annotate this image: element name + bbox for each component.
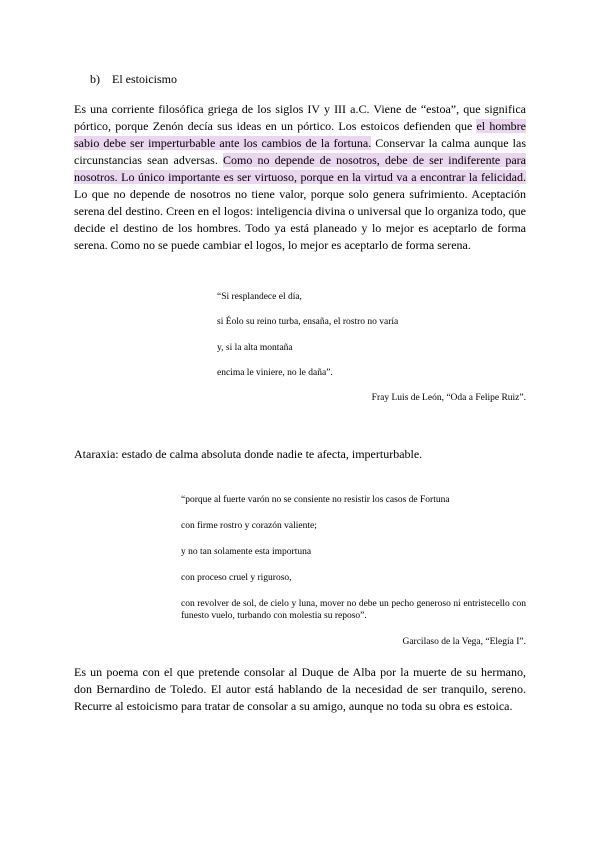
section-heading (90, 72, 177, 87)
poem-line: encima le viniere, no le daña”. (217, 368, 333, 378)
poem-line: y no tan solamente esta importuna (181, 547, 312, 557)
intro-paragraph (74, 101, 526, 254)
closing-paragraph: Es un poema con el que pretende consolar al Duque de Alba por la muerte de su hermano, don Bernardino de Toledo. El autor está hablando de la necesidad de ser tranquilo, sereno. Recurre al estoicismo para tratar de consolar a su amigo, aunque no toda su obra es estoica. (74, 665, 526, 713)
paragraph-text: Lo que no depende de nosotros no tiene valor, porque solo genera sufrimiento. Aceptación serena del destino. Creen en el logos: inteligencia divina o universal que lo organiza todo, que decide el destino de los hombres. Todo ya está planeado y lo mejor es aceptarlo de forma serena. Como no se puede cambiar el logos, lo mejor es aceptarlo de forma serena. (74, 187, 526, 252)
poem-attribution: Fray Luis de León, “Oda a Felipe Ruiz”. (371, 393, 526, 403)
highlighted-text: Como no depende de nosotros, debe de ser indiferente para nosotros. Lo único importante es ser virtuoso, porque en la virtud va a encontrar la felicidad. (74, 153, 527, 184)
paragraph-text: Conservar la calma aunque las circunstancias sean adversas. (74, 136, 526, 167)
poem-line: “porque al fuerte varón no se consiente no resistir los casos de Fortuna (181, 495, 450, 505)
poem-line: “Si resplandece el día, (217, 292, 302, 302)
ataraxia-definition: Ataraxia: estado de calma absoluta donde nadie te afecta, imperturbable. (74, 447, 423, 461)
poem-line: con firme rostro y corazón valiente; (181, 521, 317, 531)
poem-line: y, si la alta montaña (217, 343, 293, 353)
poem-line: con revolver de sol, de cielo y luna, mover no debe un pecho generoso ni entristecello con funesto vuelo, turbando con molestia su reposo”. (181, 599, 526, 621)
section-title: El estoicismo (112, 72, 177, 86)
highlighted-text: el hombre sabio debe ser imperturbable ante los cambios de la fortuna. (74, 119, 526, 150)
paragraph-text: Es una corriente filosófica griega de los siglos IV y III a.C. Viene de “estoa”, que significa pórtico, porque Zenón decía sus ideas en un pórtico. Los estoicos defienden que (74, 102, 526, 133)
section-number: b) (90, 72, 100, 86)
poem-line: si Éolo su reino turba, ensaña, el rostro no varía (217, 317, 399, 327)
poem-line: con proceso cruel y riguroso, (181, 573, 292, 583)
poem-attribution: Garcilaso de la Vega, “Elegía I”. (402, 637, 526, 647)
